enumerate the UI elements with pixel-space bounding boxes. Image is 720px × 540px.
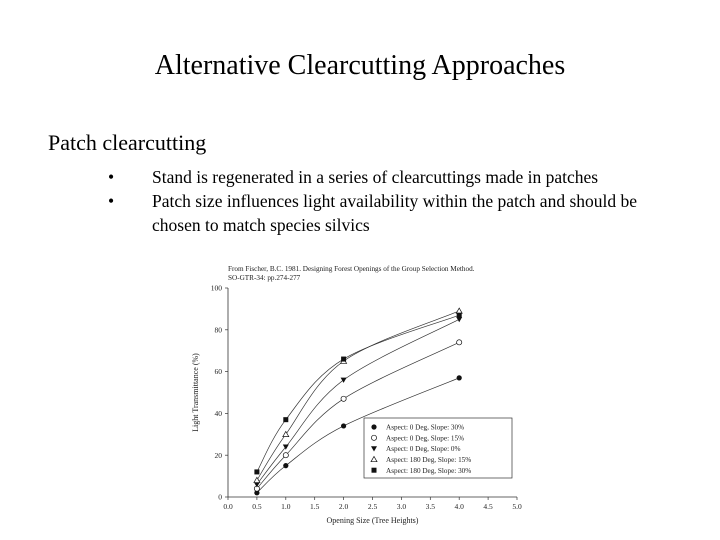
chart-title-line: SO-GTR-34: pp.274-277 [228,274,301,282]
x-axis-label: Opening Size (Tree Heights) [326,516,419,525]
data-point [341,396,346,401]
x-tick-label: 1.5 [310,502,320,511]
legend-marker [372,468,377,473]
y-tick-label: 40 [214,409,222,418]
x-tick-label: 0.5 [252,502,262,511]
data-point [457,340,462,345]
bullet-text: Patch size influences light availability within the patch and should be chosen to match species silvics [152,191,638,235]
data-point [457,375,462,380]
x-tick-label: 1.0 [281,502,291,511]
x-tick-label: 3.0 [396,502,407,511]
slide-subheading: Patch clearcutting [48,130,207,155]
y-tick-label: 0 [218,492,222,502]
legend-entry: Aspect: 180 Deg, Slope: 30% [386,466,472,475]
legend-marker [371,435,376,440]
bullet-item [108,189,688,237]
chart-axes [191,284,522,525]
x-tick-label: 0.0 [223,502,233,511]
data-point [283,453,288,458]
light-transmittance-chart [184,252,544,532]
legend-entry: Aspect: 0 Deg, Slope: 15% [386,434,465,443]
bullet-list [108,165,688,237]
data-point [283,417,288,422]
x-tick-label: 5.0 [512,502,522,511]
legend-marker [371,424,376,429]
y-tick-label: 100 [210,283,222,293]
x-tick-label: 4.5 [483,502,493,511]
chart-source-note [228,265,475,282]
x-tick-label: 2.0 [338,502,349,511]
y-tick-label: 20 [214,450,222,460]
legend-entry: Aspect: 0 Deg, Slope: 0% [386,445,461,454]
y-tick-label: 60 [214,367,222,377]
bullet-text: Stand is regenerated in a series of clearcuttings made in patches [152,167,599,187]
data-point [254,469,259,474]
slide-title: Alternative Clearcutting Approaches [154,50,566,81]
chart-title-line: From Fischer, B.C. 1981. Designing Forest Openings of the Group Selection Method. [228,265,475,273]
data-point [341,423,346,428]
data-point [341,378,347,383]
data-point [456,317,462,322]
x-tick-label: 3.5 [425,502,435,511]
data-point [457,313,462,318]
bullet-icon: • [108,191,115,211]
bullet-icon: • [108,167,115,187]
data-point [254,477,260,482]
chart-legend [364,418,512,478]
legend-entry: Aspect: 180 Deg, Slope: 15% [386,456,472,464]
data-point [456,308,462,313]
bullet-item [108,165,688,189]
data-point [283,431,289,436]
y-tick-label: 80 [214,325,222,335]
legend-entry: Aspect: 0 Deg, Slope: 30% [386,423,465,432]
x-tick-label: 4.0 [454,502,464,511]
x-tick-label: 2.5 [367,502,378,511]
y-axis-label: Light Transmittance (%) [191,353,200,432]
data-point [283,463,288,468]
data-point [341,357,346,362]
